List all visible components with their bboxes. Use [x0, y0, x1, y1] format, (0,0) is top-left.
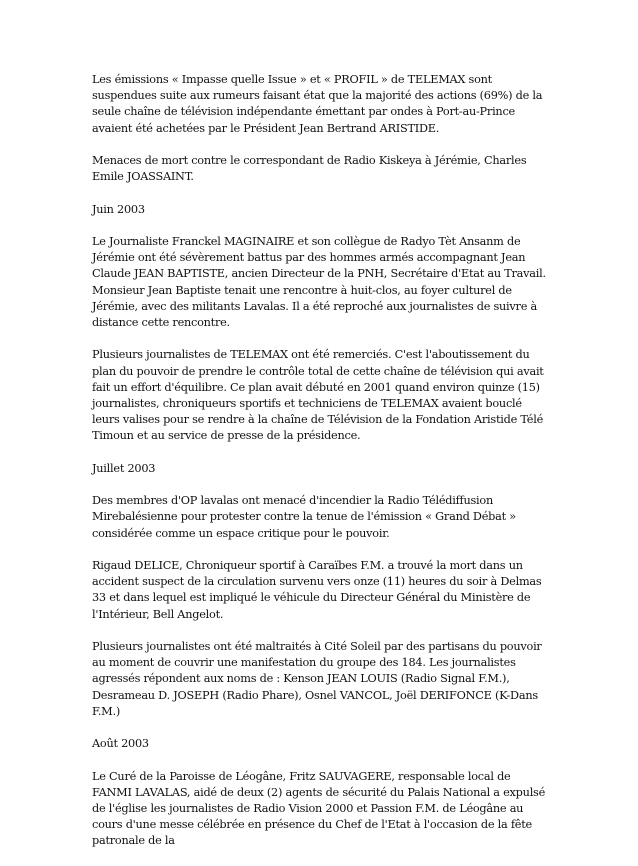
- section-heading-june-2003: Juin 2003: [92, 202, 145, 216]
- section-heading-august-2003: Août 2003: [92, 737, 149, 751]
- paragraph-jeremie-beating: Le Journaliste Franckel MAGINAIRE et son collègue de Radyo Tèt Ansanm de Jérémie ont été sévèrement battus par des hommes armés accompagnant Jean Claude JEAN BAPTISTE, ancien Directeur de la PNH, Secrétaire d'Etat au Travail. Monsieur Jean Baptiste tenait une rencontre à huit-clos, au foyer culturel de Jérémie, avec des militants Lavalas. Il a été reproché aux journalistes de suivre à distance cette rencontre.: [92, 234, 546, 329]
- document-page: [92, 72, 550, 866]
- paragraph-leogane-expulsion: Le Curé de la Paroisse de Léogâne, Fritz SAUVAGERE, responsable local de FANMI LAVALAS, aidé de deux (2) agents de sécurité du Palais National a expulsé de l'église les journalistes de Radio Vision 2000 et Passion F.M. de Léogâne au cours d'une messe célébrée en présence du Chef de l'Etat à l'occasion de la fête patronale de la: [92, 769, 546, 848]
- section-heading-july-2003: Juillet 2003: [92, 461, 156, 475]
- paragraph-telemax-dismissals: Plusieurs journalistes de TELEMAX ont été remerciés. C'est l'aboutissement du plan du pouvoir de prendre le contrôle total de cette chaîne de télévision qui avait fait un effort d'équilibre. Ce plan avait débuté en 2001 quand environ quinze (15) journalistes, chroniqueurs sportifs et techniciens de TELEMAX avaient bouclé leurs valises pour se rendre à la chaîne de Télévision de la Fondation Aristide Télé Timoun et au service de presse de la présidence.: [92, 348, 544, 443]
- paragraph-kiskeya-threat: Menaces de mort contre le correspondant de Radio Kiskeya à Jérémie, Charles Emile JOASSAINT.: [92, 154, 527, 184]
- paragraph-delice-death: Rigaud DELICE, Chroniqueur sportif à Caraïbes F.M. a trouvé la mort dans un accident suspect de la circulation survenu vers onze (11) heures du soir à Delmas 33 et dans lequel est impliqué le véhicule du Directeur Général du Ministère de l'Intérieur, Bell Angelot.: [92, 558, 542, 621]
- paragraph-telemax-suspension: Les émissions « Impasse quelle Issue » et « PROFIL » de TELEMAX sont suspendues suite aux rumeurs faisant état que la majorité des actions (69%) de la seule chaîne de télévision indépendante émettant par ondes à Port-au-Prince avaient été achetées par le Président Jean Bertrand ARISTIDE.: [92, 73, 543, 135]
- paragraph-cite-soleil: Plusieurs journalistes ont été maltraités à Cité Soleil par des partisans du pouvoir au moment de couvrir une manifestation du groupe des 184. Les journalistes agressés répondent aux noms de : Kenson JEAN LOUIS (Radio Signal F.M.), Desrameau D. JOSEPH (Radio Phare), Osnel VANCOL, Joël DERIFONCE (K-Dans F.M.): [92, 639, 542, 718]
- paragraph-mirebalais-threat: Des membres d'OP lavalas ont menacé d'incendier la Radio Télédiffusion Mirebalésienne pour protester contre la tenue de l'émission « Grand Débat » considérée comme un espace critique pour le pouvoir.: [92, 494, 516, 540]
